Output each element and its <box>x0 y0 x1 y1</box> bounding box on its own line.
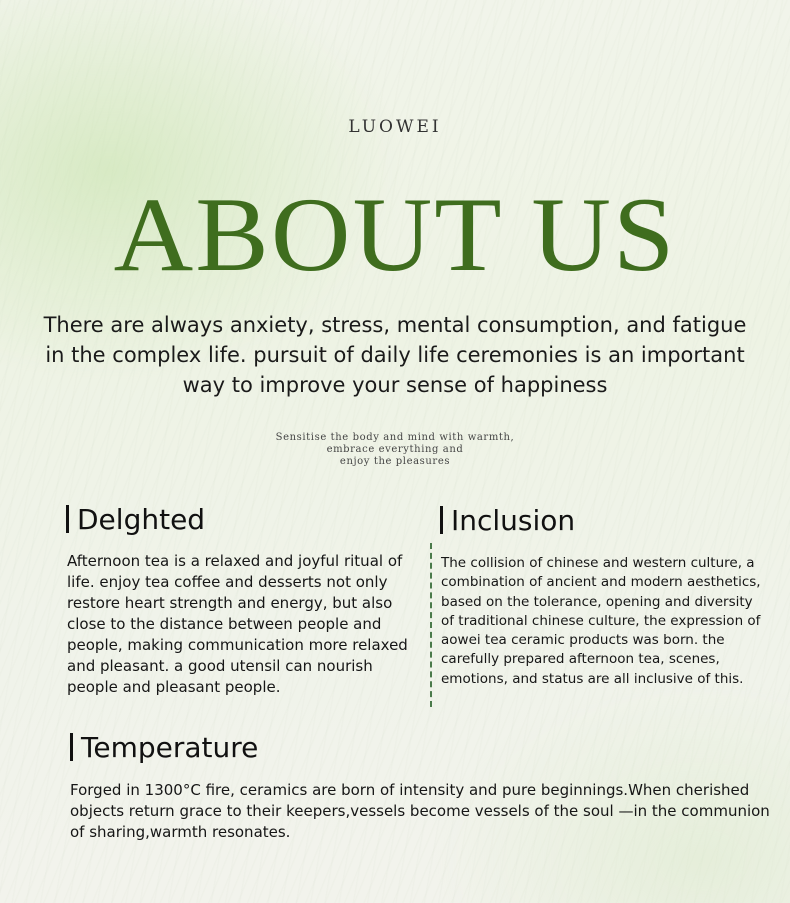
brand-name: LUOWEI <box>348 117 442 137</box>
section-text-delighted: Afternoon tea is a relaxed and joyful ritual of life. enjoy tea coffee and desserts not only restore heart strength and energy, but also close to the distance between people and people, making communication more relaxed and pleasant. a good utensil can nourish people and pleasant people. <box>67 552 408 696</box>
page-title: ABOUT US <box>113 176 677 293</box>
heading-bar <box>66 505 69 533</box>
heading-bar <box>70 733 73 761</box>
section-heading-label: Delghted <box>77 503 206 536</box>
section-text-inclusion: The collision of chinese and western culture, a combination of ancient and modern aesthetics, based on the tolerance, opening and diversity of traditional chinese culture, the expression of aowei tea ceramic products was born. the carefully prepared afternoon tea, scenes, emotions, and status are all inclusive of this. <box>441 555 761 687</box>
intro-paragraph: There are always anxiety, stress, mental consumption, and fatigue in the complex life. pursuit of daily life ceremonies is an important way to improve your sense of happiness <box>43 313 747 397</box>
section-heading-inclusion <box>440 504 575 538</box>
tagline-line-1: Sensitise the body and mind with warmth, <box>275 432 515 443</box>
dashed-divider <box>430 543 432 707</box>
tagline <box>0 432 790 468</box>
section-heading-label: Temperature <box>81 731 259 764</box>
tagline-line-2: embrace everything and <box>326 444 464 455</box>
section-heading-temperature <box>70 731 258 765</box>
section-heading-delighted <box>66 503 205 537</box>
tagline-line-3: enjoy the pleasures <box>339 456 451 467</box>
heading-bar <box>440 506 443 534</box>
section-heading-label: Inclusion <box>451 504 576 537</box>
section-text-temperature: Forged in 1300°C fire, ceramics are born of intensity and pure beginnings.When cherished objects return grace to their keepers,vessels become vessels of the soul —in the communion of sharing,warmth resonates. <box>70 781 770 841</box>
